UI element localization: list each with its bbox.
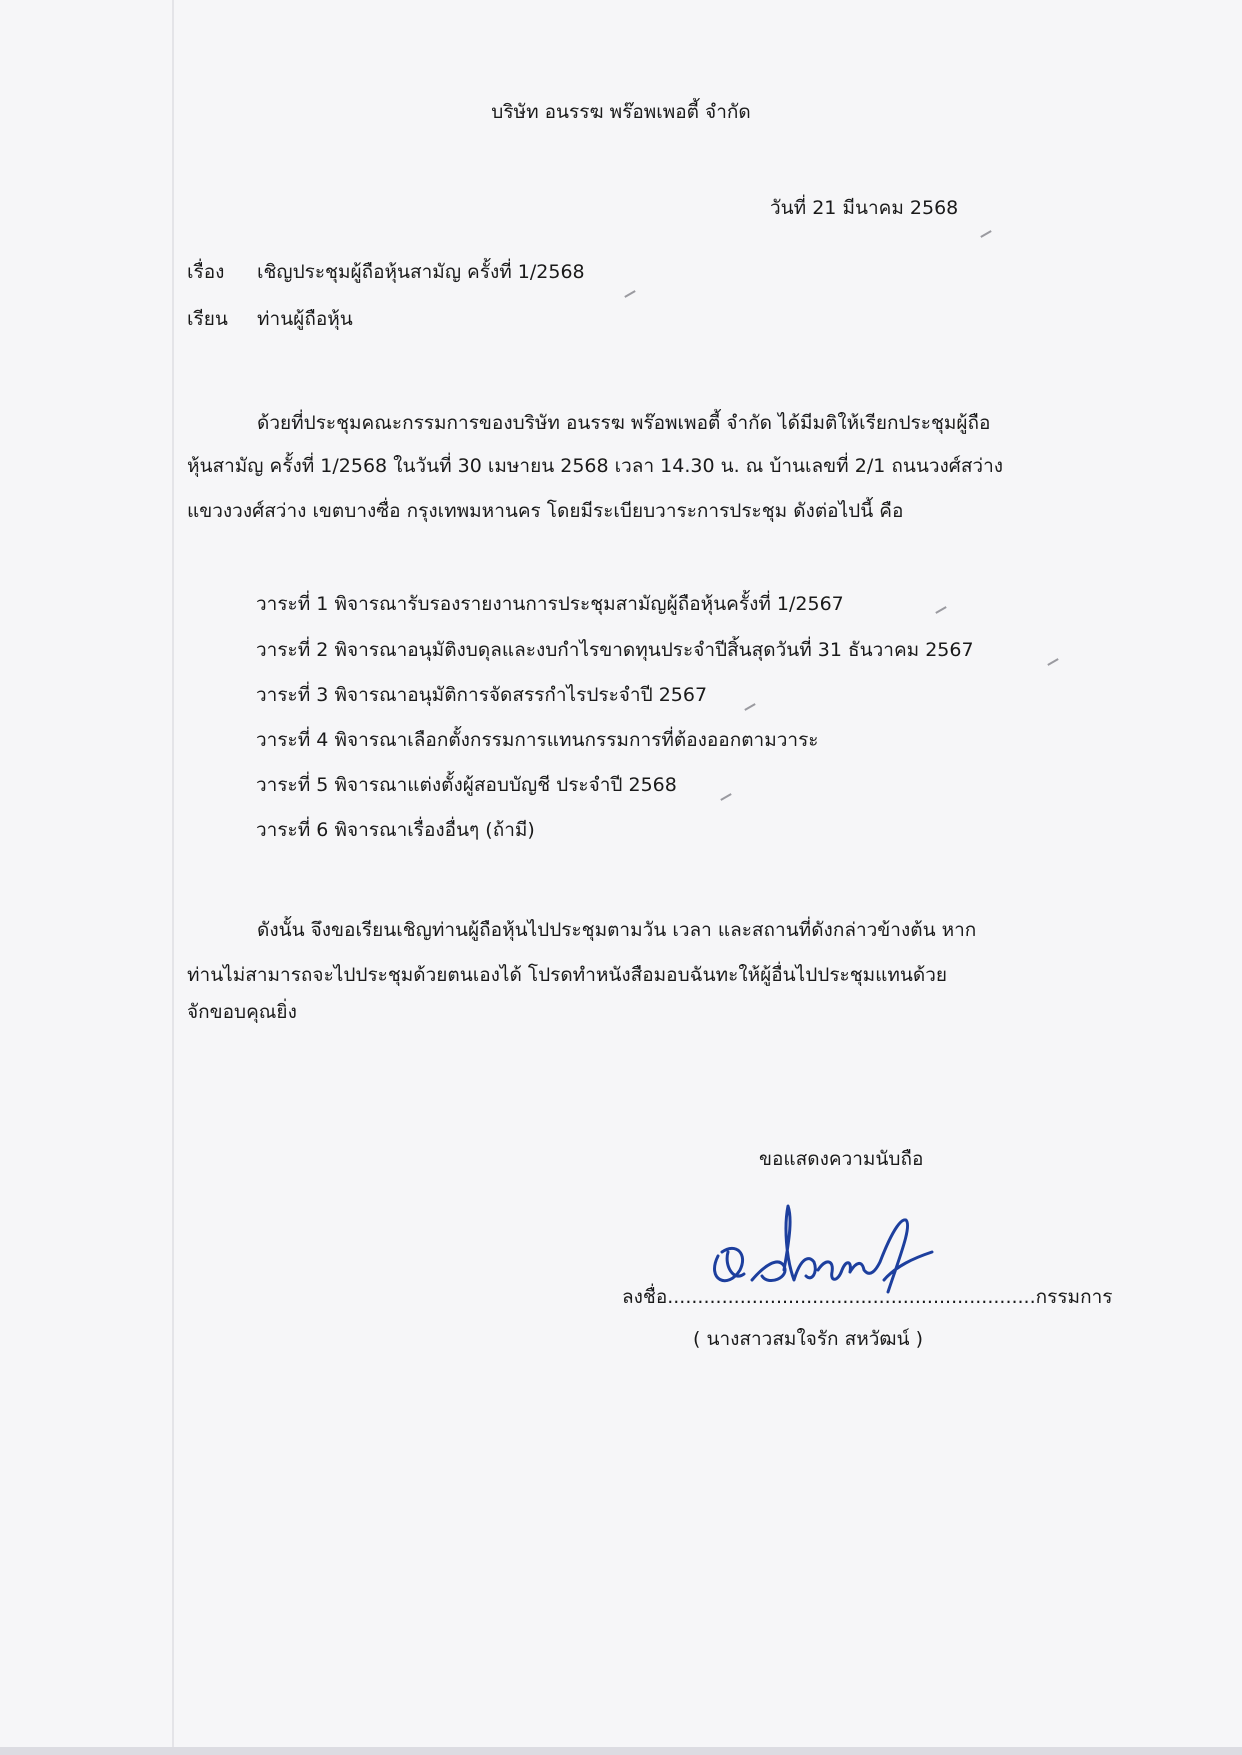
recipient-text: ท่านผู้ถือหุ้น	[257, 308, 353, 330]
regards-text: ขอแสดงความนับถือ	[759, 1148, 924, 1170]
intro-line: แขวงวงศ์สว่าง เขตบางซื่อ กรุงเทพมหานคร โดยมีระเบียบวาระการประชุม ดังต่อไปนี้ คือ	[187, 500, 904, 522]
review-tick-mark	[1047, 658, 1058, 666]
agenda-item: วาระที่ 3 พิจารณาอนุมัติการจัดสรรกำไรประจำปี 2567	[256, 684, 708, 706]
review-tick-mark	[935, 606, 946, 614]
company-name: บริษัท อนรรฆ พร๊อพเพอตี้ จำกัด	[491, 101, 751, 123]
subject-text: เชิญประชุมผู้ถือหุ้นสามัญ ครั้งที่ 1/2568	[257, 261, 585, 283]
closing-line: จักขอบคุณยิ่ง	[187, 1001, 297, 1023]
agenda-item: วาระที่ 2 พิจารณาอนุมัติงบดุลและงบกำไรขาดทุนประจำปีสิ้นสุดวันที่ 31 ธันวาคม 2567	[256, 639, 974, 661]
signature-line: ลงชื่อ.............................................................กรรมการ	[622, 1286, 1113, 1308]
agenda-item: วาระที่ 6 พิจารณาเรื่องอื่นๆ (ถ้ามี)	[256, 819, 535, 841]
signer-name: ( นางสาวสมใจรัก สหวัฒน์ )	[693, 1328, 923, 1350]
review-tick-mark	[720, 793, 731, 801]
scan-edge-bottom	[0, 1747, 1242, 1755]
agenda-item: วาระที่ 5 พิจารณาแต่งตั้งผู้สอบบัญชี ประจำปี 2568	[256, 774, 677, 796]
subject-label: เรื่อง	[187, 261, 225, 283]
agenda-item: วาระที่ 4 พิจารณาเลือกตั้งกรรมการแทนกรรมการที่ต้องออกตามวาระ	[256, 729, 819, 751]
intro-line: หุ้นสามัญ ครั้งที่ 1/2568 ในวันที่ 30 เมษายน 2568 เวลา 14.30 น. ณ บ้านเลขที่ 2/1 ถนนวงศ์สว่าง	[187, 455, 1004, 477]
signature-stroke	[715, 1206, 932, 1292]
agenda-item: วาระที่ 1 พิจารณารับรองรายงานการประชุมสามัญผู้ถือหุ้นครั้งที่ 1/2567	[256, 593, 844, 615]
review-tick-mark	[624, 290, 635, 298]
intro-line: ด้วยที่ประชุมคณะกรรมการของบริษัท อนรรฆ พร๊อพเพอตี้ จำกัด ได้มีมติให้เรียกประชุมผู้ถือ	[257, 412, 991, 434]
review-tick-mark	[980, 230, 991, 238]
letter-date: วันที่ 21 มีนาคม 2568	[770, 197, 959, 219]
review-tick-mark	[744, 703, 755, 711]
scan-edge	[172, 0, 174, 1755]
closing-line: ท่านไม่สามารถจะไปประชุมด้วยตนเองได้ โปรดทำหนังสือมอบฉันทะให้ผู้อื่นไปประชุมแทนด้วย	[187, 964, 948, 986]
closing-line: ดังนั้น จึงขอเรียนเชิญท่านผู้ถือหุ้นไปประชุมตามวัน เวลา และสถานที่ดังกล่าวข้างต้น หาก	[257, 919, 977, 941]
recipient-label: เรียน	[187, 308, 228, 330]
